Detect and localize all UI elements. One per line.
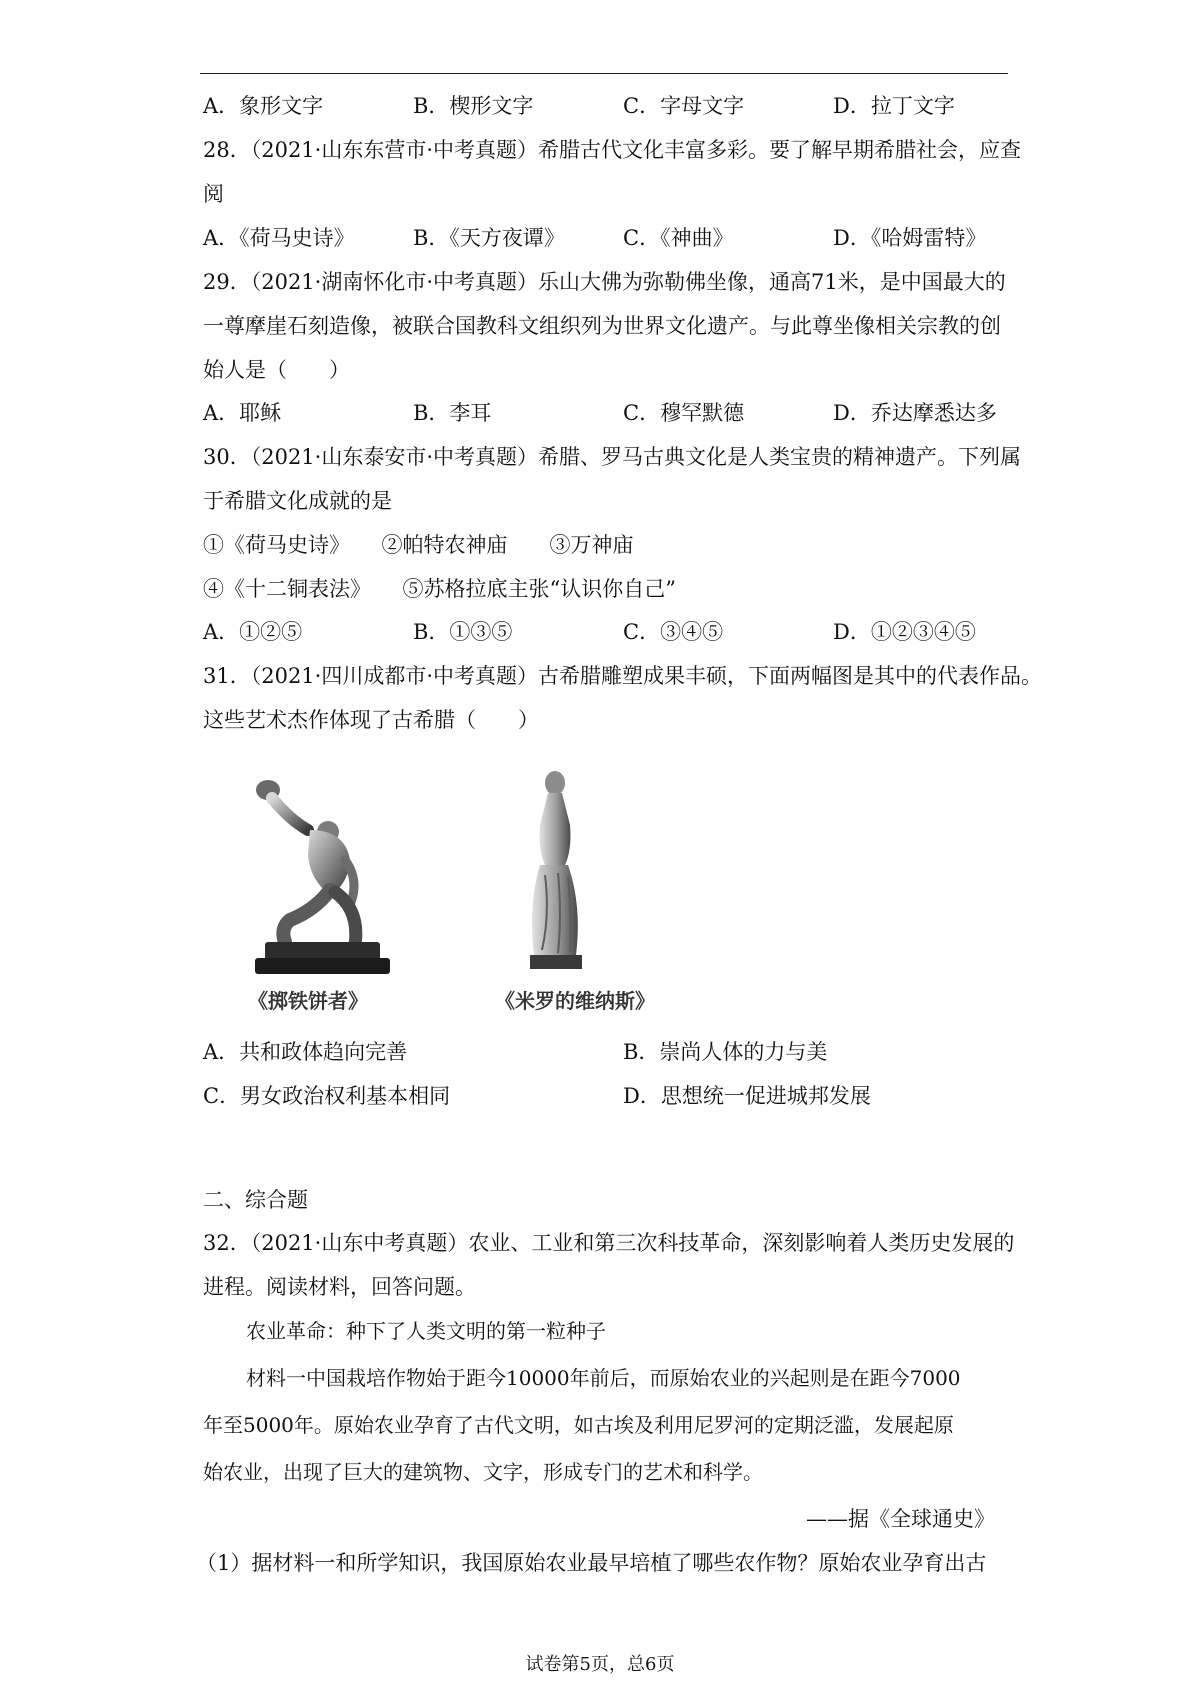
discobolus-caption: 《掷铁饼者》	[248, 989, 368, 1013]
q30-option-d: D．①②③④⑤	[833, 620, 976, 644]
q29-option-a: A．耶稣	[203, 401, 282, 425]
q30-items-line2: ④《十二铜表法》 ⑤苏格拉底主张“认识你自己”	[203, 577, 676, 601]
q29-option-b: B．李耳	[413, 401, 492, 425]
venus-de-milo-image	[510, 765, 600, 980]
q31-option-b: B．崇尚人体的力与美	[623, 1040, 828, 1064]
q27-option-c: C．字母文字	[623, 94, 745, 118]
q32-material-line1: 材料一中国栽培作物始于距今10000年前后，而原始农业的兴起则是在距今7000	[246, 1366, 961, 1390]
q32-stem-line1: 32．（2021·山东中考真题）农业、工业和第三次科技革命，深刻影响着人类历史发展的	[203, 1231, 1015, 1255]
q28-option-d: D．《哈姆雷特》	[833, 226, 987, 250]
q28-option-b: B．《天方夜谭》	[413, 226, 565, 250]
q30-stem-line2: 于希腊文化成就的是	[203, 489, 392, 513]
q27-option-a: A．象形文字	[203, 94, 324, 118]
q27-option-d: D．拉丁文字	[833, 94, 955, 118]
q32-subquestion-1: （1）据材料一和所学知识，我国原始农业最早培植了哪些农作物？原始农业孕育出古	[196, 1551, 987, 1575]
page-footer: 试卷第5页，总6页	[525, 1654, 675, 1675]
q29-option-c: C．穆罕默德	[623, 401, 745, 425]
q32-material-line3: 始农业，出现了巨大的建筑物、文字，形成专门的艺术和科学。	[203, 1460, 763, 1484]
section-heading: 二、综合题	[203, 1188, 308, 1212]
q28-option-c: C．《神曲》	[623, 226, 734, 250]
q27-option-b: B．楔形文字	[413, 94, 534, 118]
q30-stem-line1: 30．（2021·山东泰安市·中考真题）希腊、罗马古典文化是人类宝贵的精神遗产。下列属	[203, 445, 1022, 469]
q29-option-d: D．乔达摩悉达多	[833, 401, 997, 425]
q28-stem-line1: 28．（2021·山东东营市·中考真题）希腊古代文化丰富多彩。要了解早期希腊社会，应查	[203, 138, 1022, 162]
q30-option-a: A．①②⑤	[203, 620, 303, 644]
q31-stem-line1: 31．（2021·四川成都市·中考真题）古希腊雕塑成果丰硕，下面两幅图是其中的代表作品。	[203, 664, 1043, 688]
q32-stem-line2: 进程。阅读材料，回答问题。	[203, 1275, 476, 1299]
q28-stem-line2: 阅	[203, 182, 224, 206]
q32-material-source: ——据《全球通史》	[806, 1507, 995, 1531]
q30-option-c: C．③④⑤	[623, 620, 724, 644]
q32-material-heading: 农业革命：种下了人类文明的第一粒种子	[246, 1319, 606, 1343]
q30-items-line1: ①《荷马史诗》 ②帕特农神庙 ③万神庙	[203, 533, 634, 557]
q28-option-a: A．《荷马史诗》	[203, 226, 355, 250]
q31-stem-line2: 这些艺术杰作体现了古希腊（ ）	[203, 708, 539, 732]
q29-stem-line1: 29．（2021·湖南怀化市·中考真题）乐山大佛为弥勒佛坐像，通高71米，是中国最大的	[203, 270, 1006, 294]
discobolus-image	[250, 770, 400, 980]
q31-option-d: D．思想统一促进城邦发展	[623, 1084, 871, 1108]
header-rule	[200, 73, 1008, 74]
q29-stem-line2: 一尊摩崖石刻造像，被联合国教科文组织列为世界文化遗产。与此尊坐像相关宗教的创	[203, 314, 1001, 338]
q31-option-a: A．共和政体趋向完善	[203, 1040, 408, 1064]
q32-material-line2: 年至5000年。原始农业孕育了古代文明，如古埃及利用尼罗河的定期泛滥，发展起原	[203, 1413, 954, 1437]
q29-stem-line3: 始人是（ ）	[203, 358, 350, 382]
q31-option-c: C．男女政治权利基本相同	[203, 1084, 451, 1108]
q30-option-b: B．①③⑤	[413, 620, 513, 644]
venus-de-milo-caption: 《米罗的维纳斯》	[495, 989, 655, 1013]
